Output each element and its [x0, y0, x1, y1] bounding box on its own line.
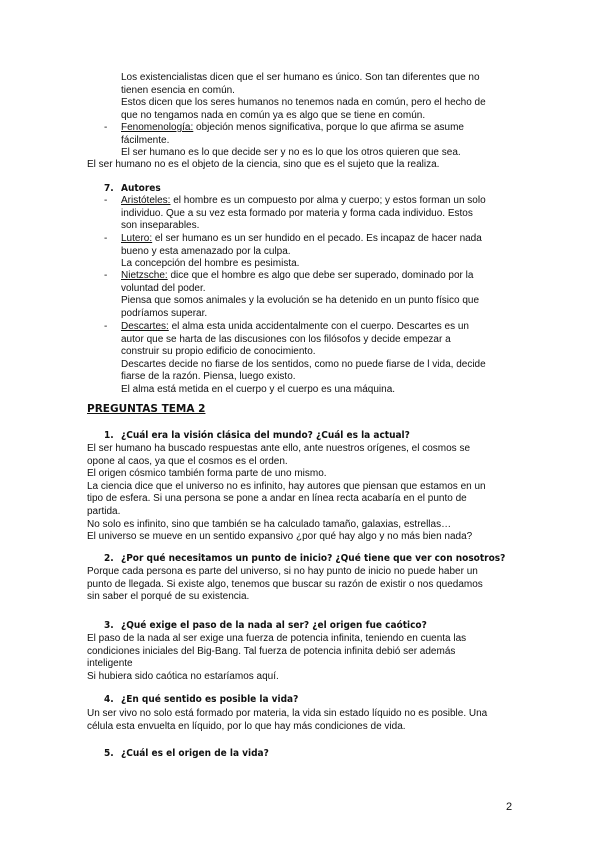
- text-line: El universo se mueve en un sentido expansivo ¿por qué hay algo y no más bien nada?: [87, 531, 473, 543]
- text-line: Porque cada persona es parte del universo, si no hay punto de inicio no puede haber un: [87, 566, 478, 577]
- question-heading: ¿Qué exige el paso de la nada al ser? ¿el origen fue caótico?: [121, 620, 427, 631]
- text-line: La ciencia dice que el universo no es infinito, hay autores que piensan que estamos en un: [87, 480, 486, 492]
- author-label: Descartes:: [121, 321, 169, 332]
- text-line: sin saber el porqué de su existencia.: [87, 591, 250, 603]
- page-number: 2: [506, 801, 513, 813]
- text-line: El alma está metida en el cuerpo y el cuerpo es una máquina.: [121, 383, 396, 395]
- question-number: 3.: [104, 620, 114, 631]
- text-line: fiarse de la razón. Piensa, luego existo.: [121, 371, 296, 383]
- aristoteles-item: [121, 195, 516, 233]
- text-line: El paso de la nada al ser exige una fuerza de potencia infinita, teniendo en cuenta las: [87, 633, 467, 644]
- text-line: tienen esencia en común.: [121, 84, 235, 96]
- bullet-dash: -: [104, 233, 108, 244]
- question-number: 5.: [104, 748, 114, 759]
- text-line: No solo es infinito, sino que también se ha calculado tamaño, galaxias, estrellas…: [87, 518, 452, 530]
- question-number: 2.: [104, 553, 114, 564]
- text-line: condiciones iniciales del Big-Bang. Tal fuerza de potencia infinita debió ser además: [87, 645, 456, 657]
- text-line: Estos dicen que los seres humanos no tenemos nada en común, pero el hecho de: [121, 97, 486, 108]
- author-label: Nietzsche:: [121, 270, 168, 281]
- text-line: autor que se harta de las discusiones con los filósofos y decide empezar a: [121, 333, 451, 345]
- text-line: bueno y esta amenazado por la culpa.: [121, 245, 291, 257]
- text-line: Los existencialistas dicen que el ser humano es único. Son tan diferentes que no: [121, 72, 480, 83]
- question-number: 4.: [104, 694, 114, 705]
- bullet-dash: -: [104, 122, 108, 133]
- conclusion-line: El ser humano no es el objeto de la ciencia, sino que es el sujeto que la realiza.: [87, 159, 440, 170]
- bullet-dash: -: [104, 195, 108, 206]
- bullet-dash: -: [104, 321, 108, 332]
- section-heading: Autores: [121, 183, 161, 194]
- answer-paragraph: [87, 708, 517, 733]
- text-line: El ser humano es lo que decide ser y no es lo que los otros quieren que sea.: [121, 147, 461, 159]
- text-line: inteligente: [87, 658, 133, 670]
- text-line: construir su propio edificio de conocimiento.: [121, 346, 316, 358]
- section-number: 7.: [104, 183, 114, 194]
- text-line: Piensa que somos animales y la evolución se ha detenido en un punto físico que: [121, 295, 480, 307]
- text-line: opone al caos, ya que el cosmos es el orden.: [87, 455, 288, 467]
- text-line: Si hubiera sido caótica no estaríamos aquí.: [87, 670, 279, 682]
- text-line: el hombre es un compuesto por alma y cuerpo; y estos forman un solo: [170, 195, 486, 206]
- bullet-dash: -: [104, 270, 108, 281]
- text-line: dice que el hombre es algo que debe ser superado, dominado por la: [167, 270, 474, 281]
- text-line: La concepción del hombre es pesimista.: [121, 258, 300, 270]
- text-line: célula esta envuelta en líquido, por lo que hay más condiciones de vida.: [87, 720, 406, 732]
- fenomenologia-text: objeción menos significativa, porque lo que afirma se asume: [193, 122, 464, 133]
- question-heading: ¿Cuál es el origen de la vida?: [121, 748, 269, 759]
- question-heading: ¿En qué sentido es posible la vida?: [121, 694, 299, 705]
- text-line: Un ser vivo no solo está formado por materia, la vida sin estado líquido no es posible. Una: [87, 708, 488, 719]
- text-line: el alma esta unida accidentalmente con el cuerpo. Descartes es un: [168, 321, 469, 332]
- answer-paragraph: [87, 443, 517, 544]
- nietzsche-item: [121, 270, 516, 320]
- text-line: individuo. Que a su vez esta formado por materia y forma cada individuo. Estos: [121, 207, 473, 219]
- text-line: tipo de esfera. Si una persona se pone a andar en línea recta acabaría en el punto de: [87, 493, 467, 505]
- descartes-item: [121, 321, 516, 397]
- author-label: Aristóteles:: [121, 195, 171, 206]
- section-title: PREGUNTAS TEMA 2: [87, 403, 206, 415]
- question-heading: ¿Cuál era la visión clásica del mundo? ¿Cuál es la actual?: [121, 430, 410, 441]
- lutero-item: [121, 233, 516, 271]
- text-line: partida.: [87, 505, 121, 517]
- text-line: el ser humano es un ser hundido en el pecado. Es incapaz de hacer nada: [152, 233, 482, 244]
- question-number: 1.: [104, 430, 114, 441]
- text-line: El ser humano ha buscado respuestas ante ello, ante nuestros orígenes, el cosmos se: [87, 443, 471, 454]
- text-line: Descartes decide no fiarse de los sentidos, como no puede fiarse de l vida, decide: [121, 358, 486, 370]
- text-line: podríamos superar.: [121, 307, 208, 319]
- answer-paragraph: [87, 566, 517, 604]
- existencialistas-paragraph: [121, 72, 516, 97]
- text-line: son inseparables.: [121, 220, 200, 232]
- text-line: punto de llegada. Si existe algo, tenemos que buscar su razón de existir o nos quedamos: [87, 578, 483, 590]
- author-label: Lutero:: [121, 233, 153, 244]
- text-line: fácilmente.: [121, 134, 170, 146]
- fenomenologia-item: [121, 122, 516, 160]
- estos-paragraph: [121, 97, 516, 122]
- question-heading: ¿Por qué necesitamos un punto de inicio? ¿Qué tiene que ver con nosotros?: [121, 553, 506, 564]
- text-line: que no tengamos nada en común ya es algo que se tiene en común.: [121, 109, 426, 121]
- answer-paragraph: [87, 633, 517, 683]
- fenomenologia-label: Fenomenología:: [121, 122, 194, 133]
- text-line: El origen cósmico también forma parte de uno mismo.: [87, 468, 327, 480]
- text-line: voluntad del poder.: [121, 282, 206, 294]
